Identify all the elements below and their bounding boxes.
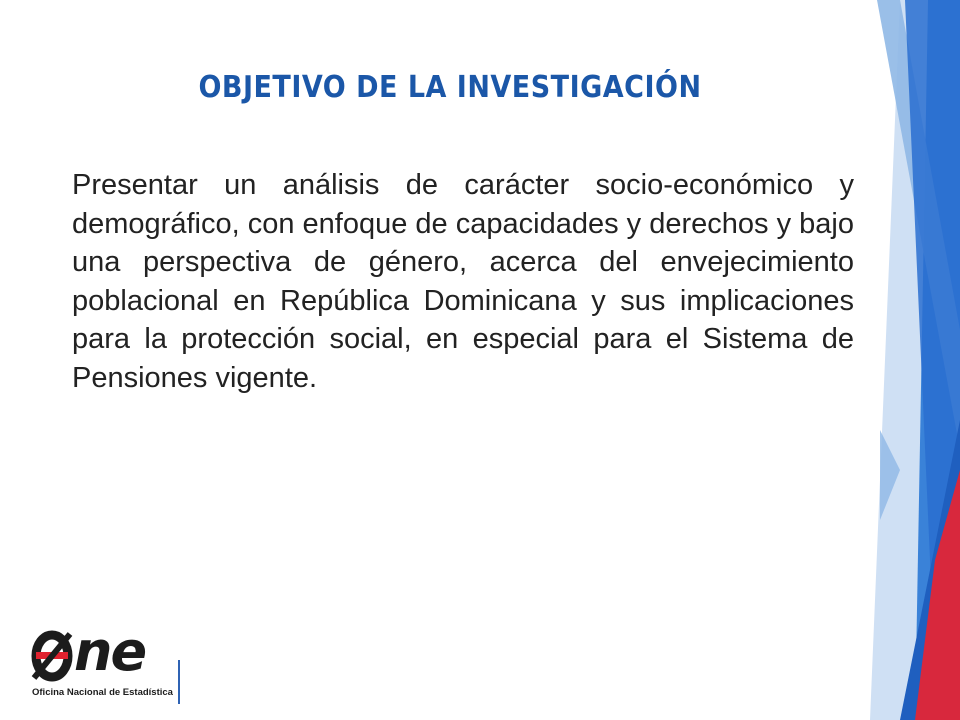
- slide-body-text: Presentar un análisis de carácter socio-económico y demográfico, con enfoque de capacidades y derechos y bajo una perspectiva de género, acerca del envejecimiento poblacional en República Dominicana y sus implicaciones para la protección social, en especial para el Sistema de Pensiones vigente.: [72, 169, 854, 394]
- logo-divider: [178, 660, 180, 704]
- one-logo: [30, 620, 195, 710]
- slide-title: OBJETIVO DE LA INVESTIGACIÓN: [198, 70, 702, 105]
- logo-zero-icon: [30, 630, 76, 686]
- logo-wordmark: ne: [74, 620, 146, 683]
- logo-tagline: Oficina Nacional de Estadística: [32, 687, 173, 698]
